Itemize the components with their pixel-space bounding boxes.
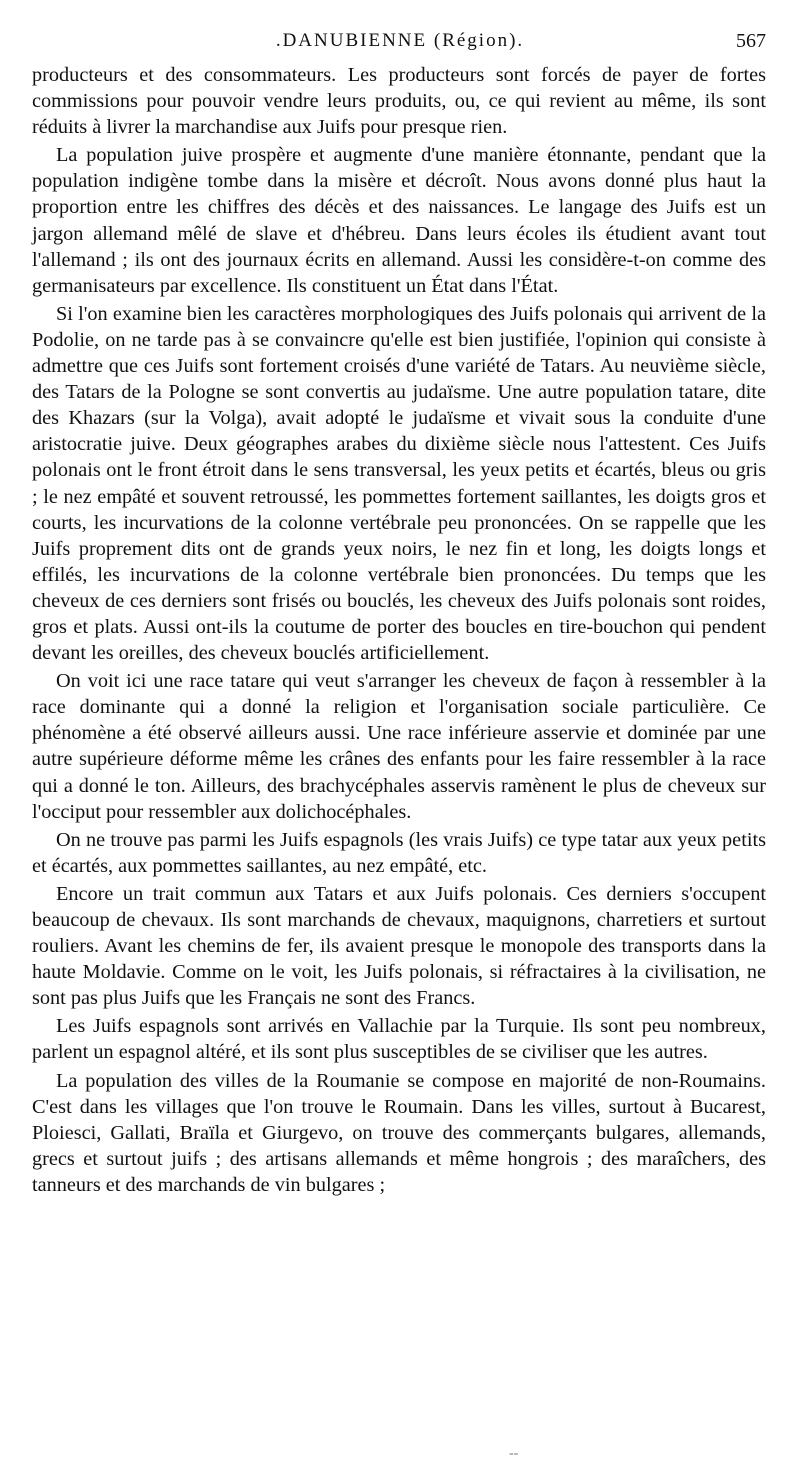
running-title: .DANUBIENNE (Région). <box>275 30 525 51</box>
paragraph: Si l'on examine bien les caractères morphologiques des Juifs polonais qui arrivent de la Podolie, on ne tarde pas à se convaincre qu'elle est bien justifiée, l'opinion qui consiste à admettre que ces Juifs sont fortement croisés d'une variété de Tatars. Au neuvième siècle, des Tatars de la Pologne se sont convertis au judaïsme. Une autre population tatare, dite des Khazars (sur la Volga), avait adopté le judaïsme et vivait sous la conduite d'une aristocratie juive. Deux géographes arabes du dixième siècle nous l'attestent. Ces Juifs polonais ont le front étroit dans le sens transversal, les yeux petits et écartés, bleus ou gris ; le nez empâté et souvent retroussé, les pommettes fortement saillantes, les doigts gros et courts, les incurvations de la colonne vertébrale peu prononcées. On se rappelle que les Juifs proprement dits ont de grands yeux noirs, le nez fin et long, les doigts longs et effilés, les incurvations de la colonne vertébrale bien prononcées. Du temps que les cheveux de ces derniers sont frisés ou bouclés, les cheveux des Juifs polonais sont roides, gros et plats. Aussi ont-ils la coutume de porter des boucles en tire-bouchon qui pendent devant les oreilles, des cheveux bouclés artificiellement. <box>32 302 766 665</box>
paragraph: Encore un trait commun aux Tatars et aux Juifs polonais. Ces derniers s'occupent beaucoup de chevaux. Ils sont marchands de chevaux, maquignons, charretiers et surtout rouliers. Avant les chemins de fer, ils avaient presque le monopole des transports dans la haute Moldavie. Comme on le voit, les Juifs polonais, si réfractaires à la civilisation, ne sont pas plus Juifs que les Français ne sont des Francs. <box>32 882 766 1010</box>
footer-mark: -- <box>509 1446 519 1461</box>
paragraph: On voit ici une race tatare qui veut s'arranger les cheveux de façon à ressembler à la race dominante qui a donné la religion et l'organisation sociale particulière. Ce phénomène a été observé ailleurs aussi. Une race inférieure asservie et dominée par une autre supérieure déforme même les crânes des enfants pour les faire ressembler à la race qui a donné le ton. Ailleurs, des brachycéphales asservis ramènent le plus de cheveux sur l'occiput pour ressembler aux dolichocéphales. <box>32 670 766 823</box>
paragraph: On ne trouve pas parmi les Juifs espagnols (les vrais Juifs) ce type tatar aux yeux petits et écartés, aux pommettes saillantes, au nez empâté, etc. <box>32 828 766 877</box>
paragraph: La population des villes de la Roumanie se compose en majorité de non-Roumains. C'est dans les villages que l'on trouve le Roumain. Dans les villes, surtout à Bucarest, Ploiesci, Gallati, Braïla et Giurgevo, on trouve des commerçants bulgares, allemands, grecs et surtout juifs ; des artisans allemands et même hongrois ; des maraîchers, des tanneurs et des marchands de vin bulgares ; <box>32 1069 766 1196</box>
paragraph: producteurs et des consommateurs. Les producteurs sont forcés de payer de fortes commissions pour pouvoir vendre leurs produits, ou, ce qui revient au même, ils sont réduits à livrer la marchandise aux Juifs pour presque rien. <box>32 64 766 139</box>
page-header <box>34 30 766 58</box>
paragraph: La population juive prospère et augmente d'une manière étonnante, pendant que la population indigène tombe dans la misère et décroît. Nous avons donné plus haut la proportion entre les chiffres des décès et des naissances. Le langage des Juifs est un jargon allemand mêlé de slave et d'hébreu. Dans leurs écoles ils étudient avant tout l'allemand ; ils ont des journaux écrits en allemand. Aussi les considère-t-on comme des germanisateurs par excellence. Ils constituent un État dans l'État. <box>32 144 766 297</box>
page-number: 567 <box>736 30 766 52</box>
body-text <box>32 62 766 1198</box>
paragraph: Les Juifs espagnols sont arrivés en Vallachie par la Turquie. Ils sont peu nombreux, parlent un espagnol altéré, et ils sont plus susceptibles de se civiliser que les autres. <box>32 1015 766 1064</box>
